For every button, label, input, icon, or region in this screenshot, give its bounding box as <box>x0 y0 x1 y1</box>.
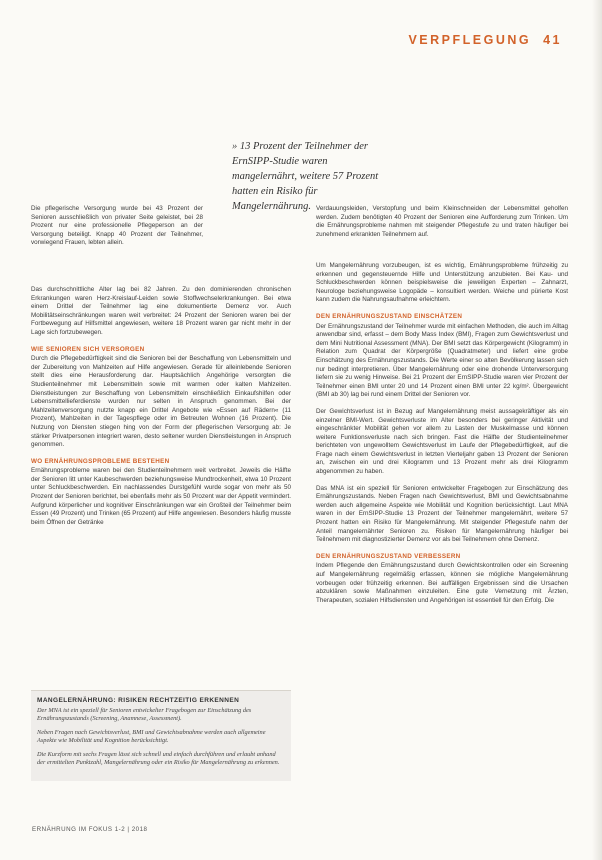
section-text: Indem Pflegende den Ernährungszustand durch Gewichtskontrollen oder ein Screening auf Mangelernährung regelmäßig erfassen, können sie mögliche Mangelernährung vorbeugen oder frühzeitig erkennen. Bei auffälligen Ergebnissen sind die Ursachen abzuklären sowie Maßnahmen einzuleiten. Eine gute Vernetzung mit Ärzten, Therapeuten, sozialen Hilfsdiensten und Angehörigen ist essentiell für den Erfolg. Die <box>316 562 568 604</box>
right-intro-text: Verdauungsleiden, Verstopfung und beim Kleinschneiden der Lebensmittel geholfen werden. Zudem benötigten 40 Prozent der Senioren eine Aufforderung zum Trinken. Um die Ernährungsprobleme nahmen mit steigender Pflegestufe zu und traten häufiger bei zunehmend erkrankten Teilnehmern auf. <box>316 205 568 238</box>
pull-quote: » 13 Prozent der Teilnehmer der ErnSIPP-Studie waren mangelernährt, weitere 57 Prozent hatten ein Risiko für Mangelernährung. <box>232 141 379 212</box>
section-text: Ernährungsprobleme waren bei den Studienteilnehmern weit verbreitet. Jeweils die Hälfte der Senioren litt unter Kaubeschwerden beziehungsweise Mundtrockenheit, etwa 10 Prozent unter Schluckbeschwerden. Ein nachlassendes Durstgefühl wurde sogar von mehr als 50 Prozent der Senioren berichtet, bei ebenfalls mehr als 50 Prozent war der Appetit vermindert. Aufgrund körperlicher und kognitiver Einschränkungen war ein Großteil der Teilnehmer beim Essen (49 Prozent) und Trinken (65 Prozent) auf Hilfe angewiesen. Besonders häufig musste beim Öffnen der Getränke <box>31 467 291 526</box>
section-text: Durch die Pflegebedürftigkeit sind die Senioren bei der Beschaffung von Lebensmitteln und der Zubereitung von Mahlzeiten auf Hilfe angewiesen. Gerade für alleinlebende Senioren stellt dies eine Herausforderung dar. Hauptsächlich Angehörige versorgten die Studienteilnehmer mit Lebensmitteln sowie mit warmen oder kalten Mahlzeiten. Dienstleistungen zur Beschaffung von Lebensmitteln einschließlich Einkaufshilfen oder Lebensmittellieferdienste wurden nur selten in Anspruch genommen. Bei der Mahlzeitenversorgung nutzte knapp ein Drittel Angebote wie »Essen auf Rädern« (11 Prozent), Mahlzeiten in der Tagespflege oder im Betreuten Wohnen (16 Prozent). Die Nutzung von Diensten stiegen hing von der Form der pflegerischen Versorgung ab: Je stärker Privatpersonen integriert waren, desto seltener wurden Dienstleistungen in Anspruch genommen. <box>31 355 291 449</box>
page-number: 41 <box>543 33 562 47</box>
section-heading: WIE SENIOREN SICH VERSORGEN <box>31 345 145 353</box>
section-heading: DEN ERNÄHRUNGSZUSTAND EINSCHÄTZEN <box>316 312 463 320</box>
section-text: Der Gewichtsverlust ist in Bezug auf Mangelernährung meist aussagekräftiger als ein einzelner BMI-Wert. Gewichtsverluste im Alter besonders bei geringer Aktivität und eingeschränkter Mobilität gehen vor allem zu Lasten der Muskelmasse und können weitere Funktionsverluste nach sich bringen. Fast die Hälfte der Studienteilnehmer berichteten von ungewolltem Gewichtsverlust im Laufe der Pflegebedürftigkeit, auf die Frage nach einem Gewichtsverlust in letzten Vierteljahr gaben 13 Prozent der Senioren an, zwischen ein und drei Kilogramm und 13 Prozent mehr als drei Kilogramm abgenommen zu haben. <box>316 407 568 476</box>
info-box-heading: MANGELERNÄHRUNG: RISIKEN RECHTZEITIG ERKENNEN <box>37 697 240 704</box>
right-column <box>316 262 568 613</box>
info-box-paragraph: Neben Fragen nach Gewichtsverlust, BMI und Gewichtsabnahme werden auch allgemeine Aspekte wie Mobilität und Kognition berücksichtigt. <box>37 728 266 745</box>
page-footer: ERNÄHRUNG IM FOKUS 1-2 | 2018 <box>32 826 148 833</box>
left-intro-text: Die pflegerische Versorgung wurde bei 43 Prozent der Senioren ausschließlich von privater Seite geleistet, bei 28 Prozent nur eine professionelle Pflegeperson an der Versorgung beteiligt. Knapp 40 Prozent der Teilnehmer, vorwiegend Frauen, lebten allein. <box>31 205 203 247</box>
info-box-body <box>31 704 291 767</box>
intro-paragraph: Das durchschnittliche Alter lag bei 82 Jahren. Zu den dominierenden chronischen Erkrankungen waren Herz-Kreislauf-Leiden sowie Stoffwechselerkrankungen. Bei etwa einem Drittel der Teilnehmer lag eine dokumentierte Demenz vor. Auch Mobilitätseinschränkungen waren weit verbreitet: 24 Prozent der Senioren waren bei der Fortbewegung auf Hilfsmittel angewiesen, weitere 18 Prozent waren gar nicht mehr in der Lage sich fortzubewegen. <box>31 286 291 336</box>
section-heading: WO ERNÄHRUNGSPROBLEME BESTEHEN <box>31 457 170 465</box>
info-box-paragraph: Die Kurzform mit sechs Fragen lässt sich schnell und einfach durchführen und erlaubt anhand der ermittelten Punktzahl, Mangelernährung oder ein Risiko für Mangelernährung zu erkennen. <box>37 750 280 767</box>
info-box <box>31 690 291 781</box>
section-text: Das MNA ist ein speziell für Senioren entwickelter Fragebogen zur Einschätzung des Ernährungszustands. Neben Fragen nach Gewichtsverlust, BMI und Gewichtsabnahme werden auch allgemeine Aspekte wie Mobilität und Kognition berücksichtigt. Laut MNA waren in der ErnSIPP-Studie 13 Prozent der Teilnehmer mangelernährt, weitere 57 Prozent hatten ein Risiko für Mangelernährung. Mit steigender Pflegestufe nahm der Anteil mangelernährter Senioren zu. Risiken für Mangelernährung häufiger bei Teilnehmern mit diagnostizierter Demenz vor als bei Teilnehmern ohne Demenz. <box>316 484 568 544</box>
info-box-paragraph: Der MNA ist ein speziell für Senioren entwickelter Fragebogen zur Einschätzung des Ernährungszustands (Screening, Anamnese, Assessment). <box>37 707 252 723</box>
page-edge-shadow <box>592 0 602 860</box>
section-title: VERPFLEGUNG <box>408 33 532 47</box>
section-text: Der Ernährungszustand der Teilnehmer wurde mit einfachen Methoden, die auch im Alltag anwendbar sind, erfasst – dem Body Mass Index (BMI), Fragen zum Gewichtsverlust und dem Mini Nutritional Assessment (MNA). Der BMI setzt das Körpergewicht (Kilogramm) in Relation zum Quadrat der Körpergröße (Quadratmeter) und liefert eine grobe Einschätzung des Ernährungszustands. Die Werte einer so alten Bevölkerung lassen sich nur bedingt interpretieren. Über Mangelernährung oder eine drohende Unterversorgung liefern sie zu wenig Hinweise. Bei 21 Prozent der ErnSIPP-Studie waren vier Prozent der Teilnehmer einen BMI unter 20 und 14 Prozent einen BMI unter 22 kg/m². Übergewicht (BMI ab 30) lag bei rund einem Drittel der Senioren vor. <box>316 322 568 399</box>
section-text: Um Mangelernährung vorzubeugen, ist es wichtig, Ernährungsprobleme frühzeitig zu erkennen und gegensteuernde Hilfe und Unterstützung anzubieten. Bei Kau- und Schluckbeschwerden können beispielsweise die jeweiligen Experten – Zahnarzt, Neurologe beziehungsweise Logopäde – konsultiert werden. Weiche und pürierte Kost kann zudem die Nahrungsaufnahme erleichtern. <box>316 262 568 304</box>
section-header <box>408 33 562 47</box>
section-heading: DEN ERNÄHRUNGSZUSTAND VERBESSERN <box>316 552 461 560</box>
left-column <box>31 286 291 535</box>
